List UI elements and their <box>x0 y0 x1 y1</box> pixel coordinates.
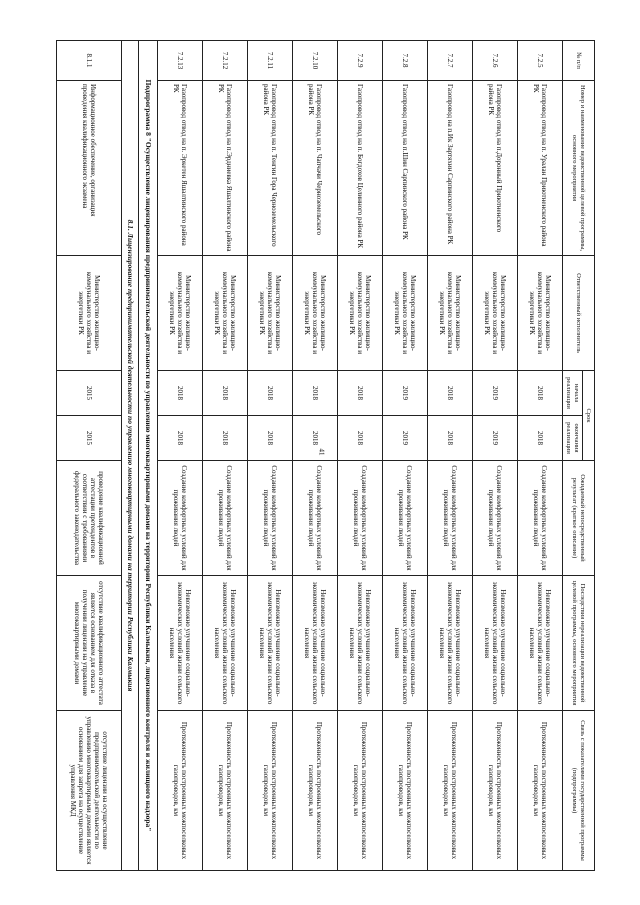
row-responsible: Министерство жилищно-коммунального хозяйства и энергетики РК <box>337 256 382 371</box>
row-consequences: Невозможно улучшение социально-экономических условий жизни сельского населения <box>517 576 562 711</box>
row-link: отсутствие лицензии на осуществление предпринимательской деятельности по управлению многоквартирными домами является основанием для запрета на осуществление управления МКД <box>56 711 121 871</box>
row-responsible: Министерство жилищно-коммунального хозяйства и энергетики РК <box>382 256 427 371</box>
row-consequences: Невозможно улучшение социально-экономических условий жизни сельского населения <box>472 576 517 711</box>
row-expected: Создание комфортных условий для проживания людей <box>247 461 292 576</box>
row-consequences: отсутствие квалификационного аттестата является основанием для отказа в получении лицензии на управление многоквартирными домами <box>56 576 121 711</box>
row-expected: Создание комфортных условий для проживания людей <box>427 461 472 576</box>
row-responsible: Министерство жилищно-коммунального хозяйства и энергетики РК <box>472 256 517 371</box>
header-start: начала реализации <box>562 371 582 416</box>
row-num: 7.2.10 <box>292 41 337 81</box>
row-num: 8.1.1 <box>56 41 121 81</box>
row-num: 7.2.13 <box>157 41 202 81</box>
row-link: Протяженность построенных межпоселковых газопроводов, км <box>382 711 427 871</box>
row-link: Протяженность построенных межпоселковых газопроводов, км <box>472 711 517 871</box>
table-header-row <box>582 41 594 871</box>
row-responsible: Министерство жилищно-коммунального хозяйства и энергетики РК <box>247 256 292 371</box>
row-start: 2019 <box>382 371 427 416</box>
row-link: Протяженность построенных межпоселковых газопроводов, км <box>202 711 247 871</box>
header-consequences: Последствия нереализации ведомственной целевой программы, основного мероприятия <box>562 576 594 711</box>
row-name: Газопровод отвод на п. Уралан Приютненского района РК <box>517 81 562 256</box>
row-num: 7.2.7 <box>427 41 472 81</box>
row-link: Протяженность построенных межпоселковых газопроводов, км <box>517 711 562 871</box>
row-start: 2018 <box>157 371 202 416</box>
header-end: окончания реализации <box>562 416 582 461</box>
row-num: 7.2.8 <box>382 41 427 81</box>
row-name: Газопровод отвод на п.Эрдниевка Яшалтинского района РК <box>202 81 247 256</box>
row-responsible: Министерство жилищно-коммунального хозяйства и энергетики РК <box>427 256 472 371</box>
subsection-row <box>121 41 138 871</box>
table-row <box>472 41 517 871</box>
table-row <box>292 41 337 871</box>
header-term: Срок <box>582 371 594 461</box>
row-end: 2015 <box>56 416 121 461</box>
header-link: Связь с показателями государственной программы (подпрограммы) <box>562 711 594 871</box>
row-expected: Создание комфортных условий для проживания людей <box>292 461 337 576</box>
row-responsible: Министерство жилищно-коммунального хозяйства и энергетики РК <box>517 256 562 371</box>
row-start: 2019 <box>472 371 517 416</box>
row-expected: Создание комфортных условий для проживания людей <box>382 461 427 576</box>
row-name: Информационное обеспечение, организация проведения квалификационного экзамена <box>56 81 121 256</box>
header-responsible: Ответственный исполнитель <box>562 256 594 371</box>
row-consequences: Невозможно улучшение социально-экономических условий жизни сельского населения <box>157 576 202 711</box>
row-expected: проведение квалификационной аттестации претендентов в соответствии с требованиями федерального законодательства <box>56 461 121 576</box>
table-row <box>202 41 247 871</box>
row-name: Газопровод отвод на п.Доронный Приютненского района РК <box>472 81 517 256</box>
row-consequences: Невозможно улучшение социально-экономических условий жизни сельского населения <box>247 576 292 711</box>
row-num: 7.2.12 <box>202 41 247 81</box>
row-end: 2018 <box>427 416 472 461</box>
row-start: 2018 <box>202 371 247 416</box>
subsection-title: 8.1. Лицензирование предпринимательской деятельности по управлению многоквартирными домами на территории Республики Калмыкия <box>121 41 138 871</box>
row-expected: Создание комфортных условий для проживания людей <box>157 461 202 576</box>
row-name: Газопровод отвод на п. Эркетен Яшалтинского района РК <box>157 81 202 256</box>
table-row <box>382 41 427 871</box>
row-consequences: Невозможно улучшение социально-экономических условий жизни сельского населения <box>382 576 427 711</box>
table-row <box>247 41 292 871</box>
row-start: 2018 <box>517 371 562 416</box>
row-consequences: Невозможно улучшение социально-экономических условий жизни сельского населения <box>292 576 337 711</box>
row-responsible: Министерство жилищно-коммунального хозяйства и энергетики РК <box>202 256 247 371</box>
row-start: 2018 <box>292 371 337 416</box>
header-name: Номер и наименование ведомственной целевой программы, основного мероприятия <box>562 81 594 256</box>
row-responsible: Министерство жилищно-коммунального хозяйства и энергетики РК <box>157 256 202 371</box>
row-start: 2018 <box>247 371 292 416</box>
subprogram-title: Подпрограмма 8 "Осуществление лицензирования предпринимательской деятельности по управлению многоквартирными домами на территории Республики Калмыкия, лицензионного контроля и жилищного надзора" <box>138 41 157 871</box>
row-start: 2018 <box>427 371 472 416</box>
row-end: 2019 <box>382 416 427 461</box>
row-name: Газопровод отвод на п. Богдохов Целинного района РК <box>337 81 382 256</box>
row-expected: Создание комфортных условий для проживания людей <box>472 461 517 576</box>
row-link: Протяженность построенных межпоселковых газопроводов, км <box>247 711 292 871</box>
row-start: 2018 <box>337 371 382 416</box>
row-responsible: Министерство жилищно-коммунального хозяйства и энергетики РК <box>56 256 121 371</box>
table-row <box>427 41 472 871</box>
row-expected: Создание комфортных условий для проживания людей <box>337 461 382 576</box>
row-consequences: Невозможно улучшение социально-экономических условий жизни сельского населения <box>337 576 382 711</box>
table-row <box>517 41 562 871</box>
row-name: Газопровод отвод на п.Шин Сарпинского района РК <box>382 81 427 256</box>
row-end: 2018 <box>157 416 202 461</box>
document-sheet <box>70 40 595 870</box>
row-name: Газопровод отвод на п. Тенгин Гора Черноземельского района РК <box>247 81 292 256</box>
row-link: Протяженность построенных межпоселковых газопроводов, км <box>292 711 337 871</box>
row-expected: Создание комфортных условий для проживания людей <box>517 461 562 576</box>
program-table <box>56 40 595 871</box>
row-end: 2018 <box>337 416 382 461</box>
row-name: Газопровод на п.Ик Зартяхин Сарпинского района РК <box>427 81 472 256</box>
row-num: 7.2.9 <box>337 41 382 81</box>
row-expected: Создание комфортных условий для проживания людей <box>202 461 247 576</box>
header-expected: Ожидаемый непосредственный результат (краткое описание) <box>562 461 594 576</box>
subprogram-row <box>138 41 157 871</box>
row-end: 2018 <box>247 416 292 461</box>
row-end: 2018 <box>292 416 337 461</box>
row-link: Протяженность построенных межпоселковых газопроводов, км <box>427 711 472 871</box>
row-num: 7.2.5 <box>517 41 562 81</box>
row-responsible: Министерство жилищно-коммунального хозяйства и энергетики РК <box>292 256 337 371</box>
row-consequences: Невозможно улучшение социально-экономических условий жизни сельского населения <box>202 576 247 711</box>
table-row <box>56 41 121 871</box>
row-name: Газопровод отвод на п. Чапчачи Черноземельского района РК <box>292 81 337 256</box>
page-number: 41 <box>317 448 326 456</box>
row-end: 2018 <box>517 416 562 461</box>
table-row <box>337 41 382 871</box>
row-end: 2019 <box>472 416 517 461</box>
row-link: Протяженность построенных межпоселковых газопроводов, км <box>157 711 202 871</box>
row-end: 2018 <box>202 416 247 461</box>
row-start: 2015 <box>56 371 121 416</box>
row-consequences: Невозможно улучшение социально-экономических условий жизни сельского населения <box>427 576 472 711</box>
row-link: Протяженность построенных межпоселковых газопроводов, км <box>337 711 382 871</box>
row-num: 7.2.6 <box>472 41 517 81</box>
header-num: № п/п <box>562 41 594 81</box>
table-row <box>157 41 202 871</box>
row-num: 7.2.11 <box>247 41 292 81</box>
